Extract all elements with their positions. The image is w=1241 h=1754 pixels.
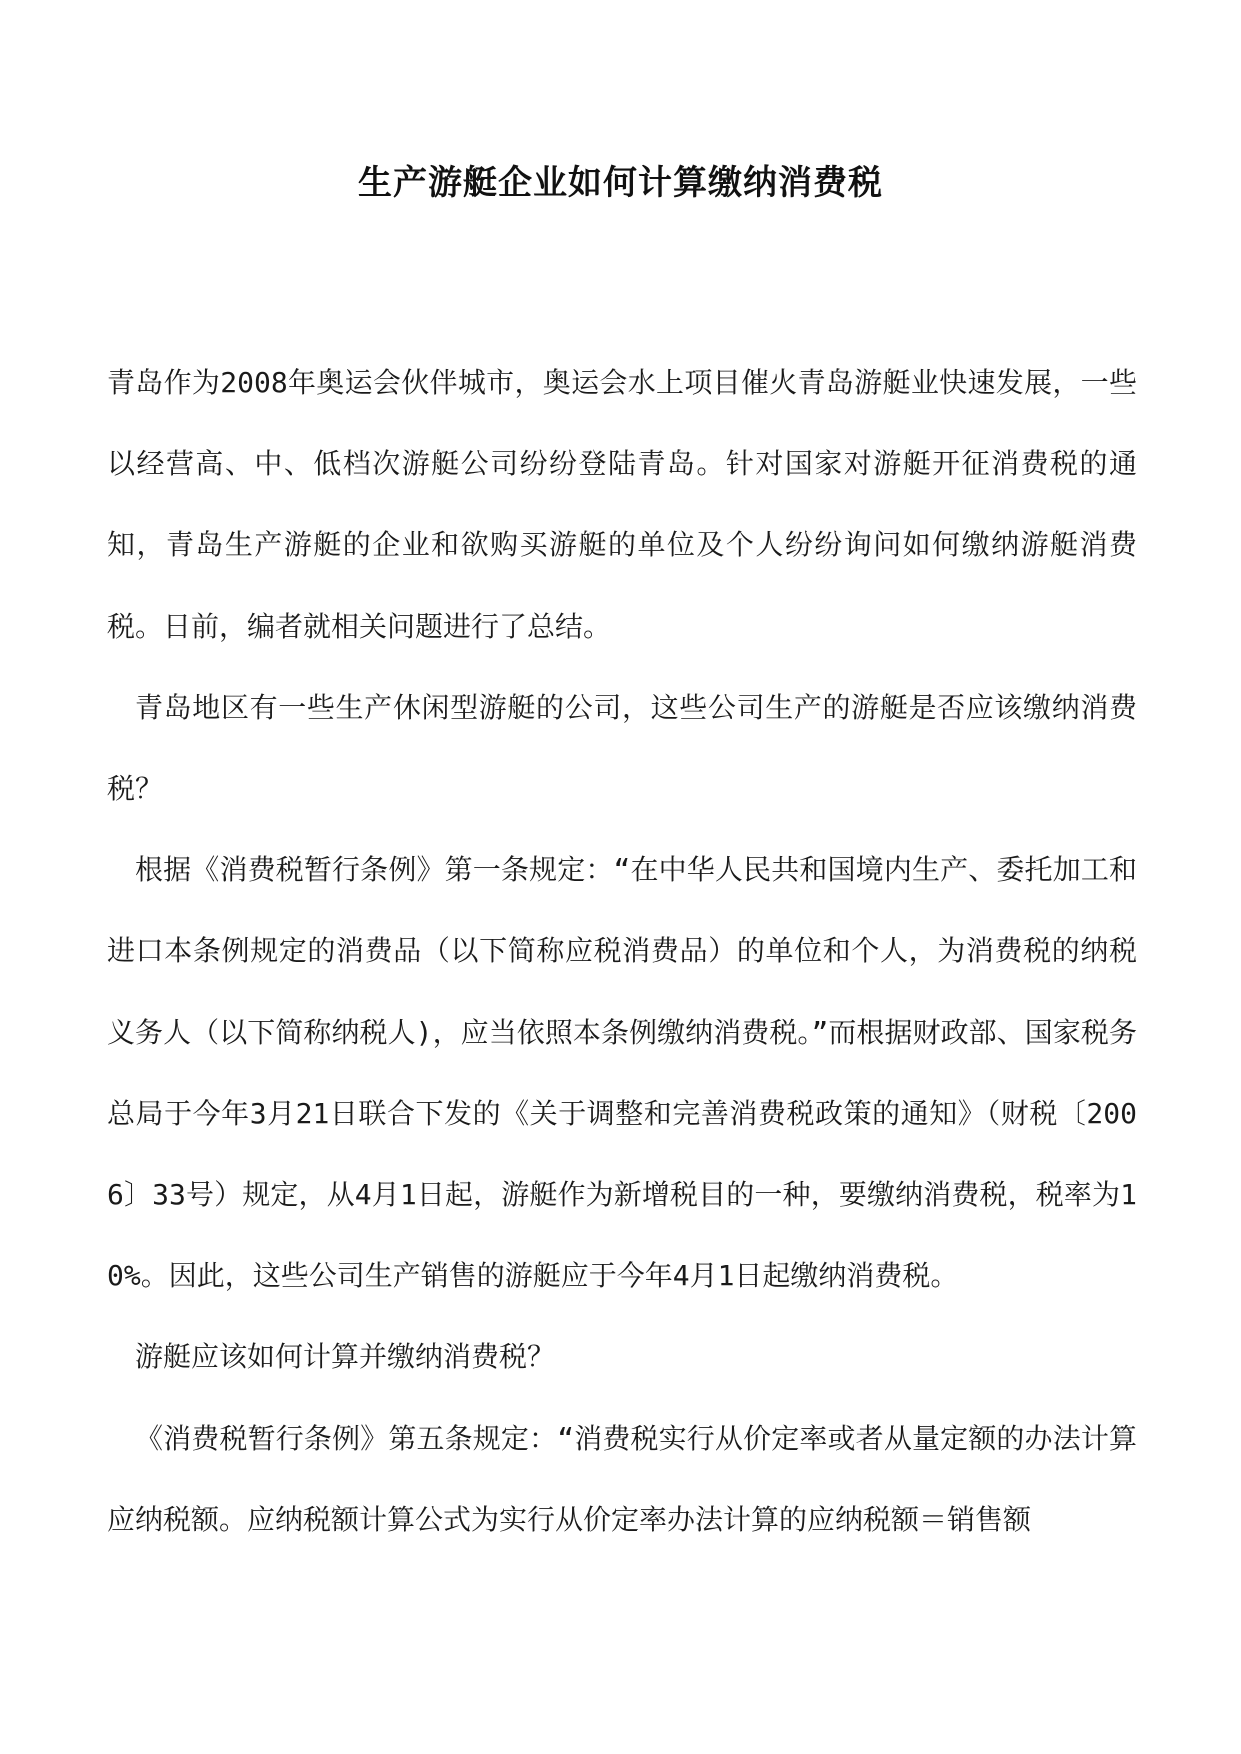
paragraph-question-1: 青岛地区有一些生产休闲型游艇的公司，这些公司生产的游艇是否应该缴纳消费税？: [107, 690, 1137, 806]
document-body: [107, 342, 1137, 1560]
paragraph-answer-1: 根据《消费税暂行条例》第一条规定：“在中华人民共和国境内生产、委托加工和进口本条例规定的消费品（以下简称应税消费品）的单位和个人，为消费税的纳税义务人（以下简称纳税人)，应当依照本条例缴纳消费税。”而根据财政部、国家税务总局于今年3月21日联合下发的《关于调整和完善消费税政策的通知》（财税〔2006〕33号）规定，从4月1日起，游艇作为新增税目的一种，要缴纳消费税，税率为10%。因此，这些公司生产销售的游艇应于今年4月1日起缴纳消费税。: [107, 853, 1137, 1293]
paragraph-question-2: 游艇应该如何计算并缴纳消费税？: [135, 1340, 556, 1374]
document-title: 生产游艇企业如何计算缴纳消费税: [358, 163, 883, 203]
paragraph-answer-2: 《消费税暂行条例》第五条规定：“消费税实行从价定率或者从量定额的办法计算应纳税额。应纳税额计算公式为实行从价定率办法计算的应纳税额＝销售额: [107, 1421, 1137, 1536]
paragraph-intro: 青岛作为2008年奥运会伙伴城市，奥运会水上项目催火青岛游艇业快速发展，一些以经营高、中、低档次游艇公司纷纷登陆青岛。针对国家对游艇开征消费税的通知，青岛生产游艇的企业和欲购买游艇的单位及个人纷纷询问如何缴纳游艇消费税。日前，编者就相关问题进行了总结。: [107, 366, 1137, 643]
